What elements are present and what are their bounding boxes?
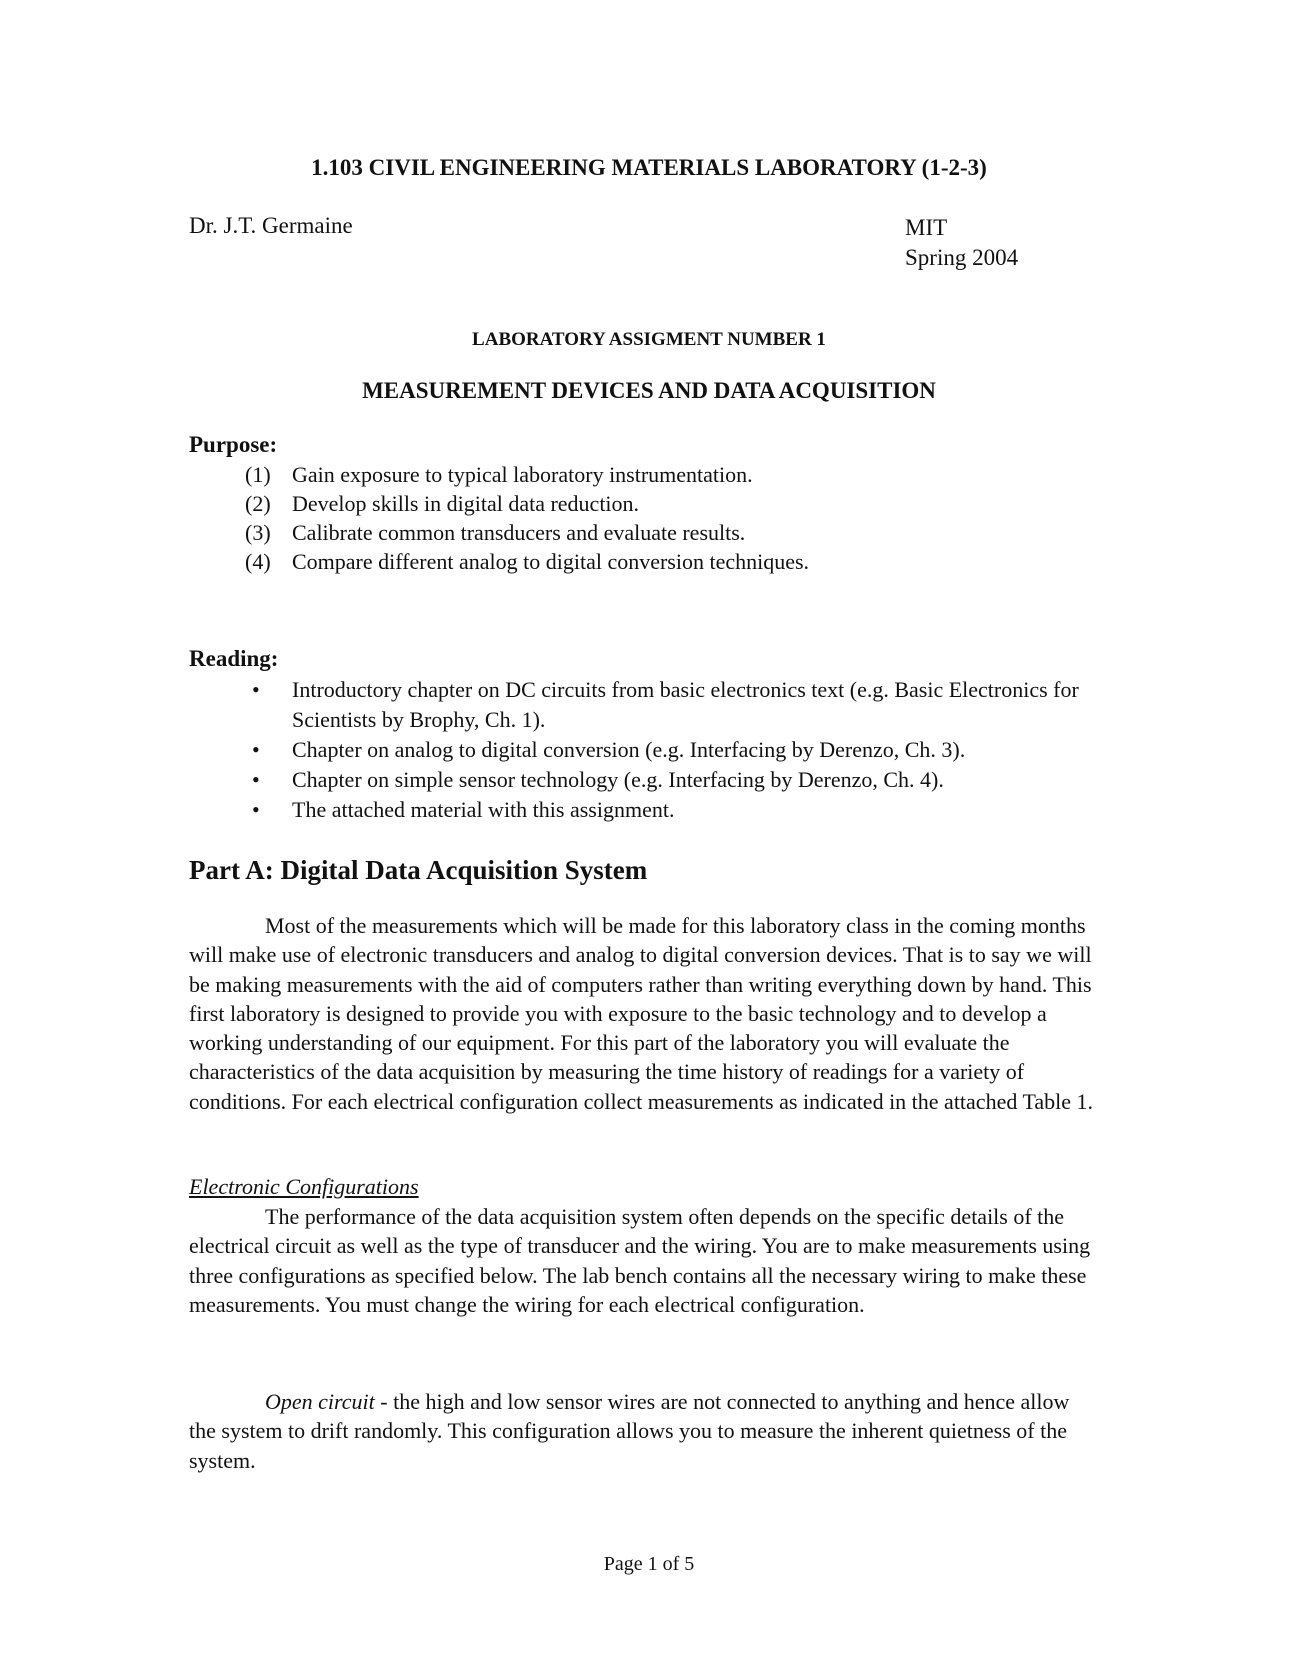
list-item	[252, 675, 1092, 735]
list-item	[245, 518, 809, 547]
item-text: Gain exposure to typical laboratory instrumentation.	[292, 462, 753, 487]
item-text: Compare different analog to digital conversion techniques.	[292, 549, 810, 574]
term: Spring 2004	[905, 245, 1019, 270]
list-item	[252, 795, 1092, 825]
item-number: (1)	[245, 462, 271, 487]
assignment-number-heading: LABORATORY ASSIGMENT NUMBER 1	[472, 329, 826, 350]
course-title: 1.103 CIVIL ENGINEERING MATERIALS LABORATORY (1-2-3)	[311, 155, 987, 180]
item-text: Chapter on analog to digital conversion (e.g. Interfacing by Derenzo, Ch. 3).	[292, 737, 966, 762]
list-item	[252, 765, 1092, 795]
list-item	[245, 547, 809, 576]
item-text: Calibrate common transducers and evaluate results.	[292, 520, 746, 545]
purpose-list	[245, 460, 809, 576]
purpose-heading: Purpose:	[189, 432, 278, 457]
bullet-icon: •	[252, 737, 260, 762]
list-item	[245, 489, 809, 518]
open-circuit-term: Open circuit	[265, 1389, 375, 1414]
reading-heading: Reading:	[189, 646, 279, 671]
config-subheading: Electronic Configurations	[189, 1174, 419, 1199]
assignment-title: MEASUREMENT DEVICES AND DATA ACQUISITION	[362, 378, 936, 403]
paragraph-text: Most of the measurements which will be made for this laboratory class in the coming months will make use of electronic transducers and analog to digital conversion devices. That is to say we will be making measurements with the aid of computers rather than writing everything down by hand. This first laboratory is designed to provide you with exposure to the basic technology and to develop a working understanding of our equipment. For this part of the laboratory you will evaluate the characteristics of the data acquisition by measuring the time history of readings for a variety of conditions. For each electrical configuration collect measurements as indicated in the attached Table 1.	[189, 913, 1093, 1114]
institution-block	[905, 213, 1018, 273]
list-item	[252, 735, 1092, 765]
config-paragraph	[189, 1202, 1099, 1319]
item-number: (2)	[245, 491, 271, 516]
item-number: (4)	[245, 549, 271, 574]
item-text: Develop skills in digital data reduction.	[292, 491, 640, 516]
page-number: Page 1 of 5	[603, 1553, 695, 1575]
list-item	[245, 460, 809, 489]
item-text: Introductory chapter on DC circuits from basic electronics text (e.g. Basic Electronics for Scientists by Brophy, Ch. 1).	[292, 677, 1079, 732]
item-text: The attached material with this assignment.	[292, 797, 675, 822]
open-circuit-paragraph	[189, 1387, 1099, 1475]
paragraph-text: The performance of the data acquisition system often depends on the specific details of the electrical circuit as well as the type of transducer and the wiring. You are to make measurements using three configurations as specified below. The lab bench contains all the necessary wiring to make these measurements. You must change the wiring for each electrical configuration.	[189, 1204, 1091, 1317]
author-name: Dr. J.T. Germaine	[189, 213, 353, 238]
bullet-icon: •	[252, 767, 260, 792]
part-a-intro-paragraph	[189, 911, 1099, 1116]
item-number: (3)	[245, 520, 271, 545]
paragraph-text: - the high and low sensor wires are not connected to anything and hence allow the system to drift randomly. This configuration allows you to measure the inherent quietness of the system.	[189, 1389, 1070, 1473]
institution: MIT	[905, 215, 948, 240]
reading-list	[252, 675, 1092, 825]
item-text: Chapter on simple sensor technology (e.g. Interfacing by Derenzo, Ch. 4).	[292, 767, 944, 792]
bullet-icon: •	[252, 797, 260, 822]
bullet-icon: •	[252, 677, 260, 702]
part-a-heading: Part A: Digital Data Acquisition System	[189, 855, 648, 885]
